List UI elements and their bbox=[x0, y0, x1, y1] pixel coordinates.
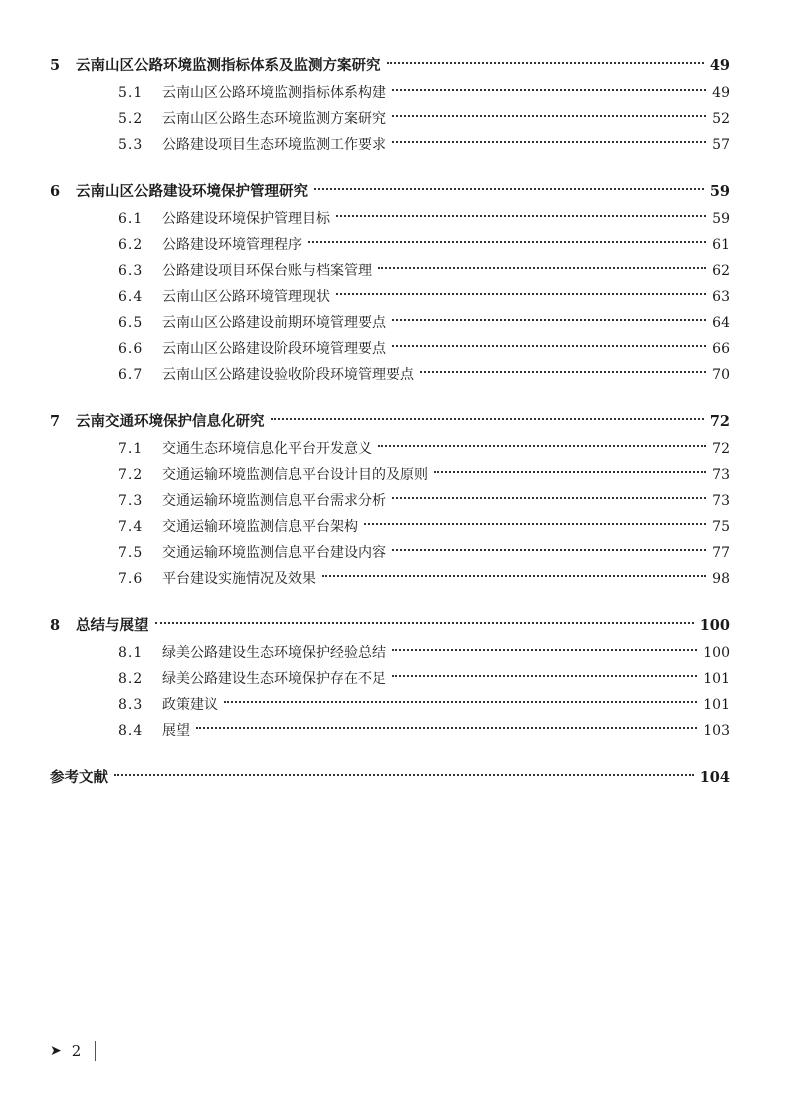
section-number: 6.7 bbox=[118, 367, 144, 383]
toc-entry[interactable] bbox=[50, 640, 730, 666]
dot-leader bbox=[271, 418, 704, 420]
section-number: 7.4 bbox=[118, 519, 144, 535]
chapter-heading[interactable] bbox=[50, 408, 730, 436]
toc-entry[interactable] bbox=[50, 80, 730, 106]
dot-leader bbox=[114, 774, 694, 776]
dot-leader bbox=[392, 115, 706, 117]
section-number: 7.1 bbox=[118, 441, 144, 457]
section-title: 平台建设实施情况及效果 bbox=[162, 571, 316, 587]
toc-entry[interactable] bbox=[50, 462, 730, 488]
section-title: 绿美公路建设生态环境保护经验总结 bbox=[162, 645, 386, 661]
toc-entry[interactable] bbox=[50, 258, 730, 284]
section-page: 101 bbox=[703, 697, 730, 713]
chapter-title: 云南山区公路环境监测指标体系及监测方案研究 bbox=[76, 57, 381, 74]
section-number: 5.1 bbox=[118, 85, 144, 101]
section-title: 公路建设环境管理程序 bbox=[162, 237, 302, 253]
chapter-number: 6 bbox=[50, 183, 61, 200]
section-page: 98 bbox=[712, 571, 730, 587]
toc-entry[interactable] bbox=[50, 232, 730, 258]
section-title: 公路建设项目生态环境监测工作要求 bbox=[162, 137, 386, 153]
chapter-6 bbox=[50, 178, 730, 388]
chapter-page: 59 bbox=[709, 183, 730, 200]
section-title: 公路建设项目环保台账与档案管理 bbox=[162, 263, 372, 279]
section-page: 52 bbox=[712, 111, 730, 127]
section-number: 6.4 bbox=[118, 289, 144, 305]
toc-entry[interactable] bbox=[50, 310, 730, 336]
section-page: 49 bbox=[712, 85, 730, 101]
dot-leader bbox=[224, 701, 697, 703]
section-title: 绿美公路建设生态环境保护存在不足 bbox=[162, 671, 386, 687]
chapter-number: 8 bbox=[50, 617, 61, 634]
section-page: 70 bbox=[712, 367, 730, 383]
section-title: 展望 bbox=[162, 723, 190, 739]
toc-entry[interactable] bbox=[50, 284, 730, 310]
section-title: 政策建议 bbox=[162, 697, 218, 713]
section-title: 云南山区公路建设前期环境管理要点 bbox=[162, 315, 386, 331]
dot-leader bbox=[392, 497, 706, 499]
references-page: 104 bbox=[699, 769, 730, 786]
section-page: 73 bbox=[712, 493, 730, 509]
toc-entry[interactable] bbox=[50, 132, 730, 158]
references-entry[interactable] bbox=[50, 764, 730, 792]
chapter-page: 72 bbox=[709, 413, 730, 430]
section-page: 59 bbox=[712, 211, 730, 227]
footer-divider bbox=[95, 1041, 96, 1061]
dot-leader bbox=[155, 622, 694, 624]
references-title: 参考文献 bbox=[50, 769, 108, 786]
section-number: 7.5 bbox=[118, 545, 144, 561]
dot-leader bbox=[308, 241, 706, 243]
section-title: 交通运输环境监测信息平台建设内容 bbox=[162, 545, 386, 561]
section-page: 62 bbox=[712, 263, 730, 279]
section-page: 77 bbox=[712, 545, 730, 561]
dot-leader bbox=[387, 62, 704, 64]
section-title: 公路建设环境保护管理目标 bbox=[162, 211, 330, 227]
section-number: 5.2 bbox=[118, 111, 144, 127]
toc-entry[interactable] bbox=[50, 336, 730, 362]
section-number: 5.3 bbox=[118, 137, 144, 153]
toc-entry[interactable] bbox=[50, 488, 730, 514]
section-page: 64 bbox=[712, 315, 730, 331]
section-number: 8.4 bbox=[118, 723, 144, 739]
dot-leader bbox=[420, 371, 706, 373]
dot-leader bbox=[322, 575, 706, 577]
section-number: 6.1 bbox=[118, 211, 144, 227]
section-page: 72 bbox=[712, 441, 730, 457]
section-number: 6.2 bbox=[118, 237, 144, 253]
section-title: 云南山区公路环境监测指标体系构建 bbox=[162, 85, 386, 101]
dot-leader bbox=[364, 523, 706, 525]
chapter-8 bbox=[50, 612, 730, 744]
section-number: 6.5 bbox=[118, 315, 144, 331]
chapter-page: 100 bbox=[699, 617, 730, 634]
chapter-title: 云南山区公路建设环境保护管理研究 bbox=[76, 183, 308, 200]
chapter-heading[interactable] bbox=[50, 612, 730, 640]
section-number: 7.2 bbox=[118, 467, 144, 483]
chapter-5 bbox=[50, 52, 730, 158]
dot-leader bbox=[392, 649, 697, 651]
toc-entry[interactable] bbox=[50, 692, 730, 718]
section-title: 云南山区公路建设验收阶段环境管理要点 bbox=[162, 367, 414, 383]
dot-leader bbox=[434, 471, 706, 473]
section-title: 交通运输环境监测信息平台设计目的及原则 bbox=[162, 467, 428, 483]
section-number: 6.6 bbox=[118, 341, 144, 357]
toc-entry[interactable] bbox=[50, 566, 730, 592]
section-title: 云南山区公路建设阶段环境管理要点 bbox=[162, 341, 386, 357]
dot-leader bbox=[392, 675, 697, 677]
page-number: 2 bbox=[71, 1042, 82, 1060]
section-title: 交通运输环境监测信息平台架构 bbox=[162, 519, 358, 535]
toc-entry[interactable] bbox=[50, 206, 730, 232]
dot-leader bbox=[314, 188, 704, 190]
toc-entry[interactable] bbox=[50, 666, 730, 692]
chapter-7 bbox=[50, 408, 730, 592]
section-title: 交通生态环境信息化平台开发意义 bbox=[162, 441, 372, 457]
chapter-number: 5 bbox=[50, 57, 61, 74]
chapter-page: 49 bbox=[709, 57, 730, 74]
toc-entry[interactable] bbox=[50, 540, 730, 566]
section-number: 7.3 bbox=[118, 493, 144, 509]
section-page: 101 bbox=[703, 671, 730, 687]
toc-entry[interactable] bbox=[50, 718, 730, 744]
section-page: 57 bbox=[712, 137, 730, 153]
section-page: 61 bbox=[712, 237, 730, 253]
section-number: 7.6 bbox=[118, 571, 144, 587]
section-number: 8.1 bbox=[118, 645, 144, 661]
dot-leader bbox=[392, 319, 706, 321]
section-title: 云南山区公路环境管理现状 bbox=[162, 289, 330, 305]
table-of-contents bbox=[50, 52, 730, 792]
dot-leader bbox=[392, 345, 706, 347]
dot-leader bbox=[392, 89, 706, 91]
dot-leader bbox=[392, 141, 706, 143]
dot-leader bbox=[336, 293, 706, 295]
section-page: 73 bbox=[712, 467, 730, 483]
section-number: 8.2 bbox=[118, 671, 144, 687]
section-page: 75 bbox=[712, 519, 730, 535]
chapter-title: 云南交通环境保护信息化研究 bbox=[76, 413, 265, 430]
dot-leader bbox=[392, 549, 706, 551]
toc-entry[interactable] bbox=[50, 106, 730, 132]
toc-entry[interactable] bbox=[50, 362, 730, 388]
section-page: 103 bbox=[703, 723, 730, 739]
toc-entry[interactable] bbox=[50, 436, 730, 462]
page-footer bbox=[50, 1040, 96, 1062]
chapter-title: 总结与展望 bbox=[76, 617, 149, 634]
section-page: 63 bbox=[712, 289, 730, 305]
dot-leader bbox=[378, 267, 706, 269]
section-title: 云南山区公路生态环境监测方案研究 bbox=[162, 111, 386, 127]
toc-entry[interactable] bbox=[50, 514, 730, 540]
section-title: 交通运输环境监测信息平台需求分析 bbox=[162, 493, 386, 509]
dot-leader bbox=[336, 215, 706, 217]
section-page: 66 bbox=[712, 341, 730, 357]
dot-leader bbox=[196, 727, 697, 729]
arrow-icon: ➤ bbox=[50, 1043, 62, 1059]
section-number: 8.3 bbox=[118, 697, 144, 713]
chapter-heading[interactable] bbox=[50, 178, 730, 206]
section-number: 6.3 bbox=[118, 263, 144, 279]
section-page: 100 bbox=[703, 645, 730, 661]
chapter-number: 7 bbox=[50, 413, 61, 430]
dot-leader bbox=[378, 445, 706, 447]
chapter-heading[interactable] bbox=[50, 52, 730, 80]
